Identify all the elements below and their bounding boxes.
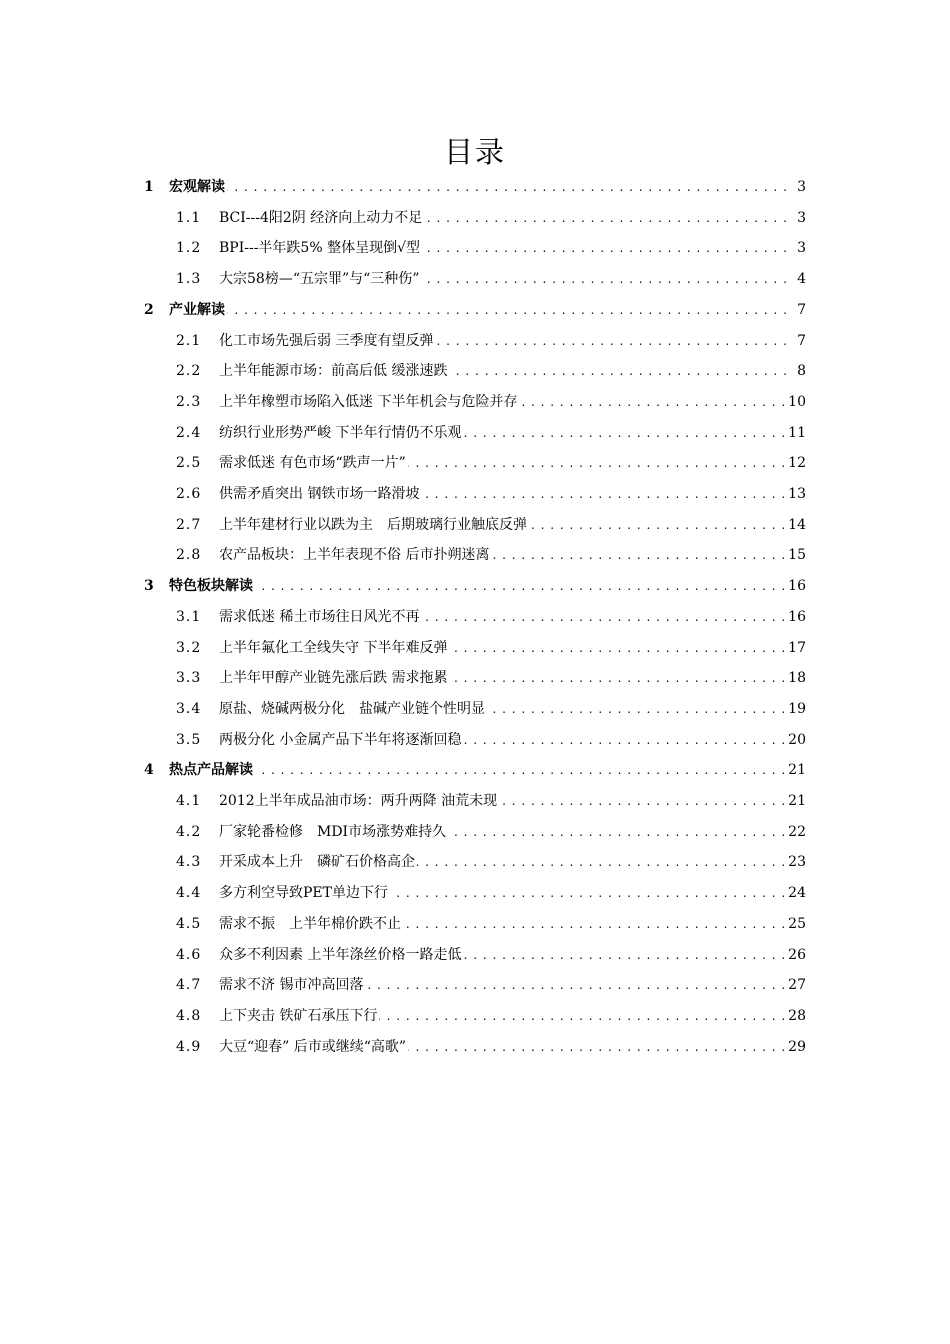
toc-entry-number: 4.3 [176,854,202,871]
toc-dot-leader [448,817,786,847]
toc-entry-title: 上半年甲醇产业链先涨后跌 需求拖累 [219,670,448,687]
toc-chapter-entry[interactable] [144,295,806,325]
toc-entry-number: 4.1 [176,793,202,809]
toc-page-number: 18 [788,670,806,687]
toc-entry-title: 上半年橡塑市场陷入低迷 下半年机会与危险并存 [219,393,518,410]
toc-page-number: 29 [788,1038,806,1055]
toc-section-entry[interactable] [176,602,806,632]
toc-dot-leader [408,448,786,478]
toc-page-number: 15 [788,547,806,564]
toc-section-entry[interactable] [176,203,806,233]
toc-entry-title: 上半年建材行业以跌为主 后期玻璃行业触底反弹 [219,516,527,533]
toc-section-entry[interactable] [176,663,806,693]
toc-page-number: 24 [788,885,806,902]
toc-page-number: 4 [797,271,806,288]
toc-entry-title: 化工市场先强后弱 三季度有望反弹 [219,332,434,349]
toc-entry-title: 原盐、烧碱两极分化 盐碱产业链个性明显 [219,700,485,717]
toc-page-number: 3 [797,209,806,226]
toc-entry-number: 3.5 [176,731,202,748]
toc-entry-number: 4.6 [176,946,202,963]
toc-entry-number: 2 [144,301,154,318]
toc-entry-title: 热点产品解读 [169,762,253,779]
toc-entry-number: 1 [144,179,154,195]
toc-chapter-entry[interactable] [144,571,806,601]
toc-page-number: 10 [788,393,806,410]
toc-entry-title: 纺织行业形势严峻 下半年行情仍不乐观 [219,424,462,441]
toc-entry-number: 3.1 [176,608,202,625]
toc-entry-number: 2.6 [176,486,202,502]
toc-section-entry[interactable] [176,940,806,970]
toc-entry-number: 4.4 [176,885,202,902]
toc-entry-number: 2.3 [176,393,202,410]
toc-page-number: 25 [788,915,806,932]
toc-entry-title: BPI---半年跌5% 整体呈现倒√型 [219,240,421,257]
toc-entry-title: 宏观解读 [169,179,225,195]
toc-entry-number: 4.8 [176,1007,202,1024]
toc-entry-number: 1.3 [176,271,202,288]
toc-dot-leader [403,909,786,939]
toc-entry-number: 2.5 [176,455,202,472]
toc-section-entry[interactable] [176,233,806,263]
toc-entry-title: 众多不利因素 上半年涤丝价格一路走低 [219,946,462,963]
toc-section-entry[interactable] [176,479,806,509]
toc-section-entry[interactable] [176,326,806,356]
toc-section-entry[interactable] [176,970,806,1000]
toc-entry-number: 2.2 [176,363,202,380]
toc-page-number: 22 [788,823,806,840]
toc-page-number: 17 [788,639,806,656]
toc-page-number: 20 [788,731,806,748]
toc-title: 目录 [443,135,506,169]
toc-page-number: 11 [788,424,806,441]
toc-page-number: 3 [797,179,806,195]
toc-page-number: 16 [788,578,806,595]
toc-page-number: 13 [788,486,806,502]
toc-page-number: 12 [788,455,806,472]
toc-entry-number: 1.1 [176,209,202,226]
toc-dot-leader [421,264,788,294]
toc-section-entry[interactable] [176,1032,806,1062]
toc-dot-leader [417,847,786,877]
toc-entry-number: 3.4 [176,700,202,717]
toc-section-entry[interactable] [176,878,806,908]
toc-entry-title: 大豆“迎春” 后市或继续“高歌” [219,1038,407,1055]
toc-entry-title: 上半年能源市场：前高后低 缓涨速跌 [219,363,448,380]
toc-entry-number: 4.9 [176,1038,202,1055]
toc-section-entry[interactable] [176,264,806,294]
toc-dot-leader [390,878,786,908]
toc-entry-title: 需求不振 上半年棉价跌不止 [219,915,401,932]
toc-entry-title: 需求低迷 有色市场“跌声一片” [219,455,406,472]
toc-entry-number: 2.8 [176,547,202,564]
toc-entry-number: 3.2 [176,639,202,656]
toc-dot-leader [499,786,786,816]
toc-section-entry[interactable] [176,725,806,755]
toc-dot-leader [227,295,788,325]
toc-chapter-entry[interactable] [144,172,806,202]
toc-entry-title: 需求低迷 稀土市场往日风光不再 [219,608,420,625]
toc-dot-leader [529,510,786,540]
toc-dot-leader [227,172,788,202]
toc-section-entry[interactable] [176,817,806,847]
toc-page-number: 26 [788,946,806,963]
toc-entry-number: 2.1 [176,332,202,349]
toc-section-entry[interactable] [176,356,806,386]
toc-entry-title: 大宗58榜—“五宗罪”与“三种伤” [219,271,420,288]
toc-dot-leader [463,725,786,755]
toc-dot-leader [449,663,786,693]
toc-section-entry[interactable] [176,418,806,448]
toc-page-number: 7 [797,332,806,349]
toc-entry-title: 农产品板块：上半年表现不俗 后市扑朔迷离 [219,547,490,564]
toc-dot-leader [487,694,786,724]
toc-entry-number: 3.3 [176,670,202,687]
toc-page-number: 23 [788,854,806,871]
toc-page-number: 28 [788,1007,806,1024]
toc-dot-leader [435,326,788,356]
toc-entry-number: 4.5 [176,915,202,932]
toc-section-entry[interactable] [176,909,806,939]
toc-page-number: 3 [797,240,806,257]
toc-page-number: 21 [788,793,806,809]
toc-entry-title: 产业解读 [169,301,225,318]
toc-dot-leader [422,233,788,263]
toc-dot-leader [255,571,786,601]
toc-entry-number: 3 [144,578,154,595]
toc-dot-leader [421,479,786,509]
toc-entry-title: 多方利空导致PET单边下行 [219,885,388,902]
toc-dot-leader [365,970,786,1000]
toc-page-number: 27 [788,977,806,994]
toc-page-number: 7 [797,301,806,318]
toc-dot-leader [421,602,786,632]
toc-entry-title: 供需矛盾突出 钢铁市场一路滑坡 [219,486,420,502]
toc-section-entry[interactable] [176,540,806,570]
toc-entry-number: 4.7 [176,977,202,994]
toc-entry-number: 4.2 [176,823,202,840]
toc-dot-leader [449,633,786,663]
toc-dot-leader [449,356,788,386]
toc-page-number: 8 [797,363,806,380]
toc-dot-leader [491,540,786,570]
toc-section-entry[interactable] [176,510,806,540]
toc-section-entry[interactable] [176,387,806,417]
toc-dot-leader [463,940,786,970]
toc-entry-title: 两极分化 小金属产品下半年将逐渐回稳 [219,731,462,748]
toc-dot-leader [463,418,786,448]
toc-entry-title: BCI---4阳2阴 经济向上动力不足 [219,209,423,226]
toc-page-number: 16 [788,608,806,625]
toc-page-number: 19 [788,700,806,717]
toc-entry-title: 厂家轮番检修 MDI市场涨势难持久 [219,823,447,840]
toc-section-entry[interactable] [176,786,806,816]
toc-entry-title: 特色板块解读 [169,578,253,595]
toc-section-entry[interactable] [176,1001,806,1031]
toc-dot-leader [519,387,786,417]
toc-page-number: 14 [788,516,806,533]
toc-entry-title: 上半年氟化工全线失守 下半年难反弹 [219,639,448,656]
toc-page-number: 21 [788,762,806,779]
toc-entry-number: 2.4 [176,424,202,441]
toc-entry-number: 4 [144,762,154,779]
toc-dot-leader [379,1001,786,1031]
toc-section-entry[interactable] [176,633,806,663]
toc-entry-title: 开采成本上升 磷矿石价格高企 [219,854,415,871]
toc-dot-leader [424,203,788,233]
toc-dot-leader [255,755,786,785]
toc-entry-title: 上下夹击 铁矿石承压下行 [219,1007,378,1024]
toc-entry-title: 2012上半年成品油市场：两升两降 油荒未现 [219,793,498,809]
toc-entry-title: 需求不济 锡市冲高回落 [219,977,364,994]
toc-entry-number: 2.7 [176,516,202,533]
toc-section-entry[interactable] [176,694,806,724]
toc-dot-leader [408,1032,786,1062]
toc-section-entry[interactable] [176,847,806,877]
toc-chapter-entry[interactable] [144,755,806,785]
toc-section-entry[interactable] [176,448,806,478]
toc-entry-number: 1.2 [176,240,202,257]
